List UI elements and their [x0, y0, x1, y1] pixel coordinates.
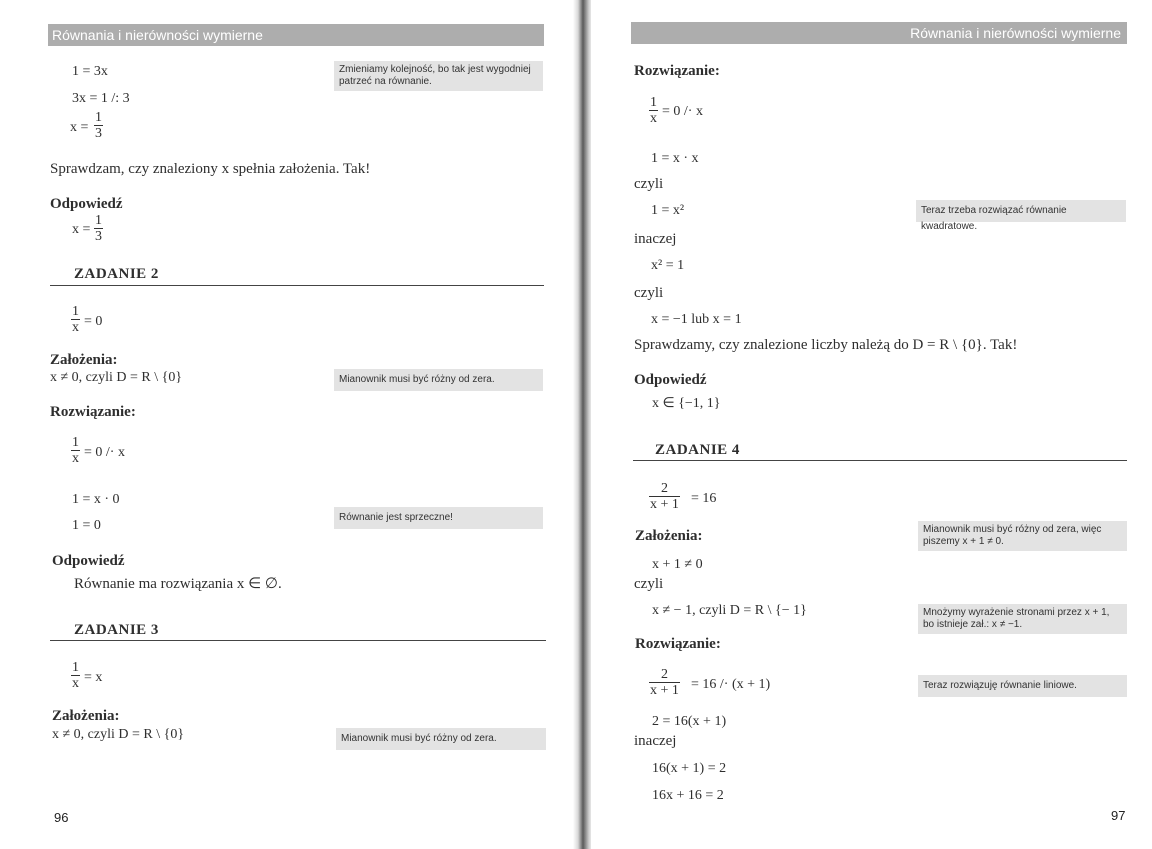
- section-rule: [50, 640, 546, 641]
- margin-note: Mianownik musi być różny od zera, więc piszemy x + 1 ≠ 0.: [918, 521, 1127, 551]
- equation-line: 1 = x²: [651, 203, 685, 218]
- numerator: 1: [72, 435, 79, 450]
- numerator: 1: [650, 95, 657, 110]
- connector-text: czyli: [634, 576, 664, 592]
- equation-line: 1 = 0: [72, 518, 101, 533]
- numerator: 2: [660, 667, 668, 682]
- fraction: [94, 110, 103, 141]
- assumptions-text: x ≠ 0, czyli D = R \ {0}: [50, 370, 183, 385]
- margin-note: Mianownik musi być różny od zera.: [336, 728, 546, 750]
- assumptions-heading: Założenia:: [50, 352, 118, 368]
- section-rule: [50, 285, 544, 286]
- solution-heading: Rozwiązanie:: [634, 63, 720, 79]
- margin-note: Zmieniamy kolejność, bo tak jest wygodniej patrzeć na równanie.: [334, 61, 543, 91]
- equation-rhs: = 0 /· x: [662, 104, 703, 119]
- assumptions-text: x ≠ 0, czyli D = R \ {0}: [52, 727, 185, 742]
- check-text: Sprawdzamy, czy znalezione liczby należą do D = R \ {0}. Tak!: [634, 337, 1018, 353]
- margin-note: Równanie jest sprzeczne!: [334, 507, 543, 529]
- equation-line: 1 = x · 0: [72, 492, 120, 507]
- denominator: x + 1: [650, 683, 679, 698]
- page-number: 96: [54, 810, 69, 825]
- section-rule: [633, 460, 1127, 461]
- assumptions-heading: Założenia:: [635, 528, 703, 544]
- answer-heading: Odpowiedź: [634, 372, 707, 388]
- connector-text: czyli: [634, 285, 664, 301]
- equation-rhs: = 0: [84, 314, 103, 329]
- equation-line: x + 1 ≠ 0: [652, 557, 703, 572]
- connector-text: czyli: [634, 176, 664, 192]
- equation-line: 16x + 16 = 2: [652, 788, 724, 803]
- denominator: x: [72, 676, 79, 691]
- fraction: [649, 667, 680, 698]
- equation-line: 1 = 3x: [72, 64, 108, 79]
- equation-line: x = −1 lub x = 1: [651, 312, 742, 327]
- numerator: 1: [95, 213, 102, 228]
- denominator: x + 1: [650, 497, 679, 512]
- margin-note: Teraz trzeba rozwiązać równanie kwadratowe.: [916, 200, 1126, 222]
- fraction: [649, 481, 680, 512]
- task-heading: ZADANIE 4: [655, 442, 740, 458]
- assumptions-heading: Założenia:: [52, 708, 120, 724]
- numerator: 1: [72, 304, 79, 319]
- solution-heading: Rozwiązanie:: [50, 404, 136, 420]
- left-page: [0, 0, 575, 849]
- fraction: [71, 660, 80, 691]
- running-header: Równania i nierówności wymierne: [48, 24, 544, 46]
- task-heading: ZADANIE 2: [74, 266, 159, 282]
- fraction: [649, 95, 658, 126]
- equation-line: x² = 1: [651, 258, 685, 273]
- margin-note: Mnożymy wyrażenie stronami przez x + 1, bo istnieje zał.: x ≠ −1.: [918, 604, 1127, 634]
- fraction: [71, 304, 80, 335]
- fraction: [94, 213, 103, 244]
- margin-note: Teraz rozwiązuję równanie liniowe.: [918, 675, 1127, 697]
- connector-text: inaczej: [634, 733, 677, 749]
- denominator: x: [72, 320, 79, 335]
- equation-rhs: = 0 /· x: [84, 445, 125, 460]
- margin-note: Mianownik musi być różny od zera.: [334, 369, 543, 391]
- equation-line: 3x = 1 /: 3: [72, 91, 130, 106]
- running-header: Równania i nierówności wymierne: [631, 22, 1127, 44]
- fraction: [71, 435, 80, 466]
- equation-rhs: = 16 /· (x + 1): [691, 677, 771, 692]
- answer-text: x ∈ {−1, 1}: [652, 396, 721, 411]
- equation-line: x ≠ − 1, czyli D = R \ {− 1}: [652, 603, 807, 618]
- numerator: 1: [72, 660, 79, 675]
- equation-rhs: = 16: [691, 491, 717, 506]
- denominator: 3: [95, 126, 102, 141]
- answer-heading: Odpowiedź: [52, 553, 125, 569]
- equation-line: 2 = 16(x + 1): [652, 714, 727, 729]
- numerator: 2: [660, 481, 668, 496]
- answer-text: Równanie ma rozwiązania x ∈ ∅.: [74, 576, 282, 592]
- book-gutter: [573, 0, 593, 849]
- equation-lhs: x =: [70, 120, 89, 135]
- equation-line: 1 = x · x: [651, 151, 699, 166]
- denominator: x: [650, 111, 657, 126]
- page-number: 97: [1111, 808, 1126, 823]
- numerator: 1: [95, 110, 102, 125]
- denominator: 3: [95, 229, 102, 244]
- equation-lhs: x =: [72, 222, 91, 237]
- denominator: x: [72, 451, 79, 466]
- equation-rhs: = x: [84, 670, 103, 685]
- answer-heading: Odpowiedź: [50, 196, 123, 212]
- solution-heading: Rozwiązanie:: [635, 636, 721, 652]
- right-page: [591, 0, 1152, 849]
- check-text: Sprawdzam, czy znaleziony x spełnia założenia. Tak!: [50, 161, 371, 177]
- equation-line: 16(x + 1) = 2: [652, 761, 727, 776]
- connector-text: inaczej: [634, 231, 677, 247]
- task-heading: ZADANIE 3: [74, 622, 159, 638]
